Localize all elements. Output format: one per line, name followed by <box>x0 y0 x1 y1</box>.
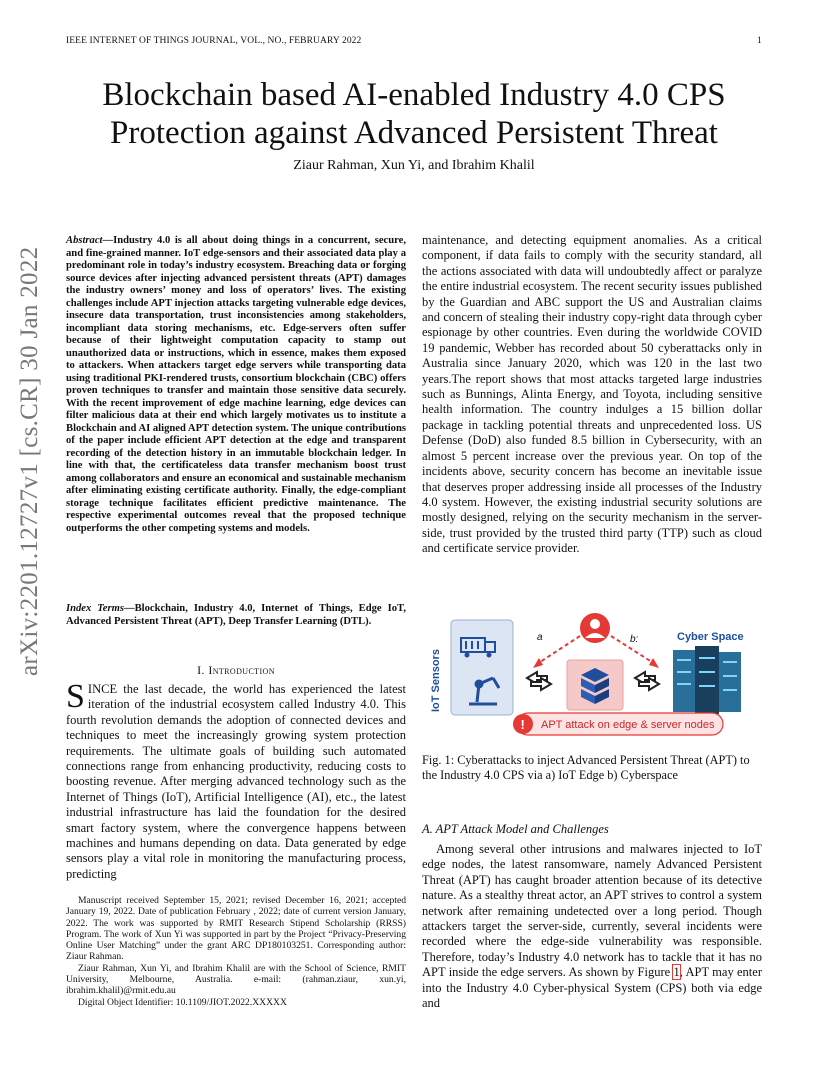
footnote-doi: Digital Object Identifier: 10.1109/JIOT.2022.XXXXX <box>78 996 287 1008</box>
title-line-2: Protection against Advanced Persistent Threat <box>110 115 718 151</box>
subsection-heading: A. APT Attack Model and Challenges <box>422 822 609 836</box>
intro-text: the last decade, the world has experienced the latest iteration of the industrial ecosystem called Industry 4.0. This fourth revolution demands the adoption of connected devices and techniques to meet the increasingly growing system protection requirements. The ultimate goals of building such automated connections range from enhancing productivity, reducing costs to boosting revenue. After merging advanced technology such as the Internet of Things (IoT), Artificial Intelligence (AI), etc., the latest industrial infrastructure has laid the foundation for the desired smart factory system, where the convergence happens between machines and humans depending on data. Data generated by edge sensors play a vital role in monitoring the manufacturing process, predicting <box>66 682 406 881</box>
abstract <box>66 235 406 535</box>
section-title: Introduction <box>208 663 275 677</box>
figure-ref-link[interactable]: 1 <box>673 965 680 980</box>
iot-panel <box>451 620 513 715</box>
cyber-space-label: Cyber Space <box>677 631 744 643</box>
section-heading-introduction <box>66 663 406 678</box>
abstract-text: —Industry 4.0 is all about doing things in a concurrent, secure, and fine-grained manner. IoT edge-sensors and their associated data play a predominant role in today’s industry ecosystem. Breaching data or forging source devices after injecting advanced persistent threats (APT) damages the industry owners’ money and loss of operators’ lives. The existing challenges include APT injection attacks targeting vulnerable edge devices, insecure data transportation, trust inconsistencies among stakeholders, incompliant data storing mechanisms, etc. Edge-servers often suffer because of their lightweight computation capacity to stamp out unauthorized data or instructions, which in essence, makes them exposed to attackers. When attackers target edge servers while transporting data using traditional PKI-rendered trusts, consortium blockchain (CBC) offers proven techniques to transfer and maintain those sensitive data securely. With the recent improvement of edge machine learning, edge devices can filter malicious data at their end which largely motivates us to institute a Blockchain and AI aligned APT detection system. The unique contributions of the paper include efficient APT detection at the edge and transparent recording of the detection history in an immutable blockchain ledger. In line with that, the certificateless data transfer mechanism boost trust among collaborators and ensure an economical and sustainable mechanism after eliminating existing certificate authority. Finally, the edge-compliant storage technique facilitates efficient predictive maintenance. The respective experimental outcomes reveal that the proposed technique outperforms the other competing systems and models. <box>66 235 406 534</box>
intro-lead: INCE <box>87 682 118 696</box>
footnote-manuscript: Manuscript received September 15, 2021; revised December 16, 2021; accepted January 19, 2022. Date of publication February , 2022; date of current version January, 2022. The work was supported by RMIT Research Stipend Scholarship (RRSS) Program. The work of Xun Yi was supported in part by the Project “Privacy-Preserving Online User Matching” under the grant ARC DP180103251. Corresponding author: Ziaur Rahman. <box>66 895 406 963</box>
attack-label: APT attack on edge & server nodes <box>541 719 715 731</box>
arxiv-stamp: arXiv:2201.12727v1 [cs.CR] 30 Jan 2022 <box>16 246 43 676</box>
left-exchange-icon <box>527 672 551 690</box>
figure-svg <box>425 612 770 747</box>
footnote-affiliation: Ziaur Rahman, Xun Yi, and Ibrahim Khalil are with the School of Science, RMIT University, Melbourne, Australia. e-mail: (rahman.ziaur, xun.yi, ibrahim.khalil)@rmit.edu.au <box>66 962 406 997</box>
server-stack-icon <box>581 668 609 704</box>
page-number: 1 <box>757 36 762 46</box>
subsection-paragraph <box>422 842 762 1011</box>
subsection-text-tail: , APT may enter into the Industry 4.0 Cyber-physical System (CPS) both via edge and <box>422 965 762 1011</box>
data-center-icon <box>673 646 741 714</box>
drop-cap: S <box>66 678 85 715</box>
figure-caption: Fig. 1: Cyberattacks to inject Advanced Persistent Threat (APT) to the Industry 4.0 CPS via a) IoT Edge b) Cyberspace <box>422 753 750 782</box>
intro-continued: maintenance, and detecting equipment anomalies. As a critical component, if data fails to comply with the security standard, all the actions associated with data will undoubtedly affect or paralyze the entire industrial ecosystem. The recent security issues published by the Guardian and ABC support the US and Australian claims and concern of stealing their industry copy-right data through cyber espionage by other countries. Even during the worldwide COVID 19 pandemic, Webber has recorded about 50 cyberattacks only in Australia since January 2020, which was 120 in the last two years.The report shows that most attacks targeted large industries such as Bunnings, Alinta Energy, and Toyota, including sensitive health information. The country indulges a 15 billion dollar package in tackling potential threats and unprecedented loss. US Defense (DoD) also funded 8.5 billion in Cybersecurity, with an almost 5 percent increase over the previous year. On top of the incidents above, security concern has become an inevitable issue that deserves proper addressing inside all processes of the Industry 4.0 system. However, the existing industrial security solutions are mostly designed, relying on the security mechanism in the server-side, trust provided by the trusted third party (TTP) such as cloud and certificate service provider. <box>422 233 762 556</box>
arrow-b-label: b: <box>630 634 639 645</box>
iot-label: IoT Sensors <box>430 649 442 712</box>
index-terms <box>66 603 406 628</box>
running-header: IEEE INTERNET OF THINGS JOURNAL, VOL., NO., FEBRUARY 2022 <box>66 36 362 46</box>
title-line-1: Blockchain based AI-enabled Industry 4.0 CPS <box>102 77 726 113</box>
right-exchange-icon <box>635 672 659 690</box>
subsection-text: Among several other intrusions and malwares injected to IoT edge nodes, the latest ransomware, namely Advanced Persistent Threat (APT) has caught broader attention because of its detective nature. As a stealthy threat actor, an APT strives to control a system network after remaining undetected over a long period. Though attackers target the server-side, currently, several incidents were recorded where the edge-side vulnerability was responsible. Therefore, today’s Industry 4.0 network has to tackle that it has no APT inside the edge servers. As shown by Figure <box>422 842 762 980</box>
index-terms-text: —Blockchain, Industry 4.0, Internet of Things, Edge IoT, Advanced Persistent Threat (APT), Deep Transfer Learning (DTL). <box>66 603 406 627</box>
abstract-label: Abstract <box>66 235 103 246</box>
intro-paragraph <box>66 678 406 882</box>
paper-title <box>40 76 788 152</box>
arrow-a-label: a <box>537 632 543 643</box>
section-number: I. <box>197 663 205 677</box>
svg-text:!: ! <box>520 717 525 732</box>
author-list: Ziaur Rahman, Xun Yi, and Ibrahim Khalil <box>293 158 535 173</box>
index-terms-label: Index Terms <box>66 603 124 614</box>
figure-apt-diagram <box>425 612 770 747</box>
footnote <box>66 895 406 1008</box>
